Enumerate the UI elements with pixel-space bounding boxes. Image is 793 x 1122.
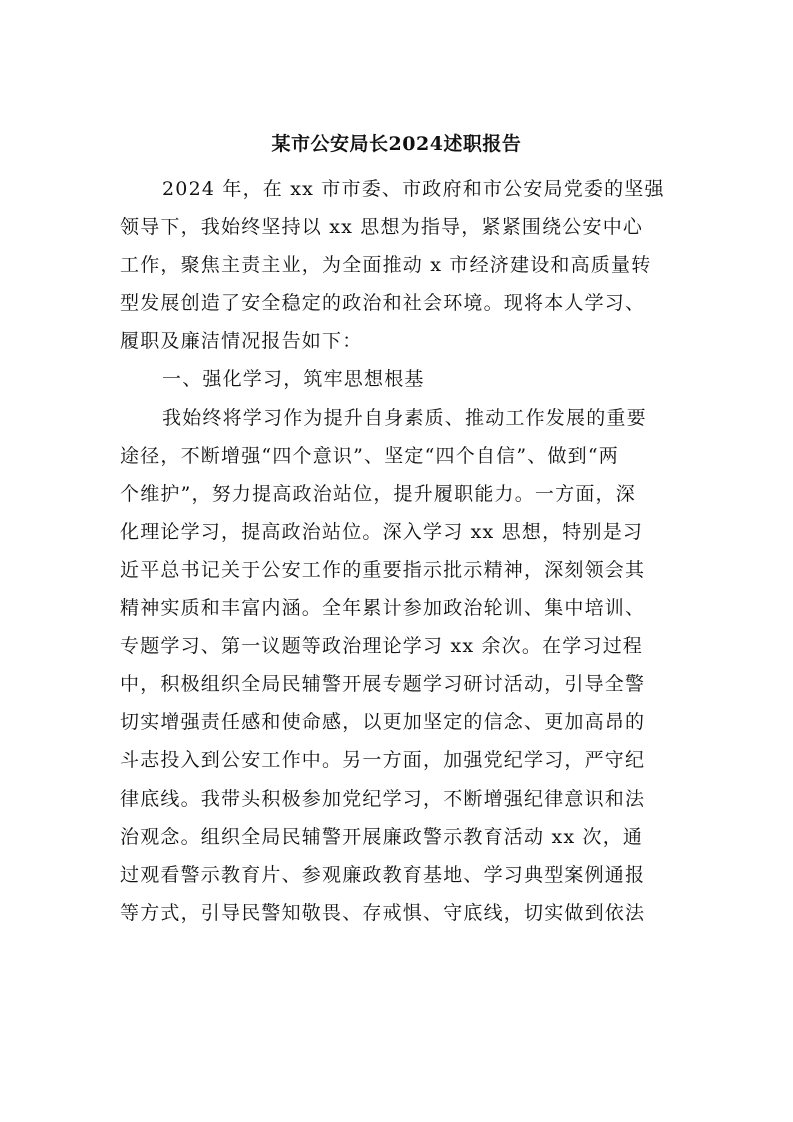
paragraph-line: 化理论学习，提高政治站位。深入学习 xx 思想，特别是习 [120, 520, 644, 543]
paragraph-line: 工作，聚焦主责主业，为全面推动 x 市经济建设和高质量转 [120, 254, 652, 277]
paragraph-line: 领导下，我始终坚持以 xx 思想为指导，紧紧围绕公安中心 [120, 216, 644, 239]
paragraph-line: 型发展创造了安全稳定的政治和社会环境。现将本人学习、 [120, 292, 646, 315]
paragraph-line: 2024 年，在 xx 市市委、市政府和市公安局党委的坚强 [162, 178, 665, 200]
paragraph-line: 律底线。我带头积极参加党纪学习，不断增强纪律意识和法 [120, 787, 646, 810]
section-heading: 一、强化学习，筑牢思想根基 [162, 368, 425, 391]
paragraph-line: 个维护”，努力提高政治站位，提升履职能力。一方面，深 [120, 482, 636, 505]
paragraph-line: 等方式，引导民警知敬畏、存戒惧、守底线，切实做到依法 [120, 901, 646, 924]
document-title: 某市公安局长2024述职报告 [271, 133, 522, 155]
paragraph-line: 专题学习、第一议题等政治理论学习 xx 余次。在学习过程 [120, 635, 644, 658]
paragraph-line: 途径，不断增强“四个意识”、坚定“四个自信”、做到“两 [120, 444, 619, 467]
document-body [120, 170, 680, 932]
paragraph-line: 斗志投入到公安工作中。另一方面，加强党纪学习，严守纪 [120, 749, 646, 772]
paragraph-line: 履职及廉洁情况报告如下： [120, 330, 363, 353]
paragraph-line: 中，积极组织全局民辅警开展专题学习研讨活动，引导全警 [120, 673, 646, 696]
paragraph-line: 我始终将学习作为提升自身素质、推动工作发展的重要 [162, 406, 647, 429]
paragraph-line: 切实增强责任感和使命感，以更加坚定的信念、更加高昂的 [120, 711, 646, 734]
paragraph-line: 近平总书记关于公安工作的重要指示批示精神，深刻领会其 [120, 558, 646, 581]
paragraph-line: 治观念。组织全局民辅警开展廉政警示教育活动 xx 次，通 [120, 825, 644, 848]
paragraph-line: 过观看警示教育片、参观廉政教育基地、学习典型案例通报 [120, 863, 646, 886]
paragraph-line: 精神实质和丰富内涵。全年累计参加政治轮训、集中培训、 [120, 597, 646, 620]
